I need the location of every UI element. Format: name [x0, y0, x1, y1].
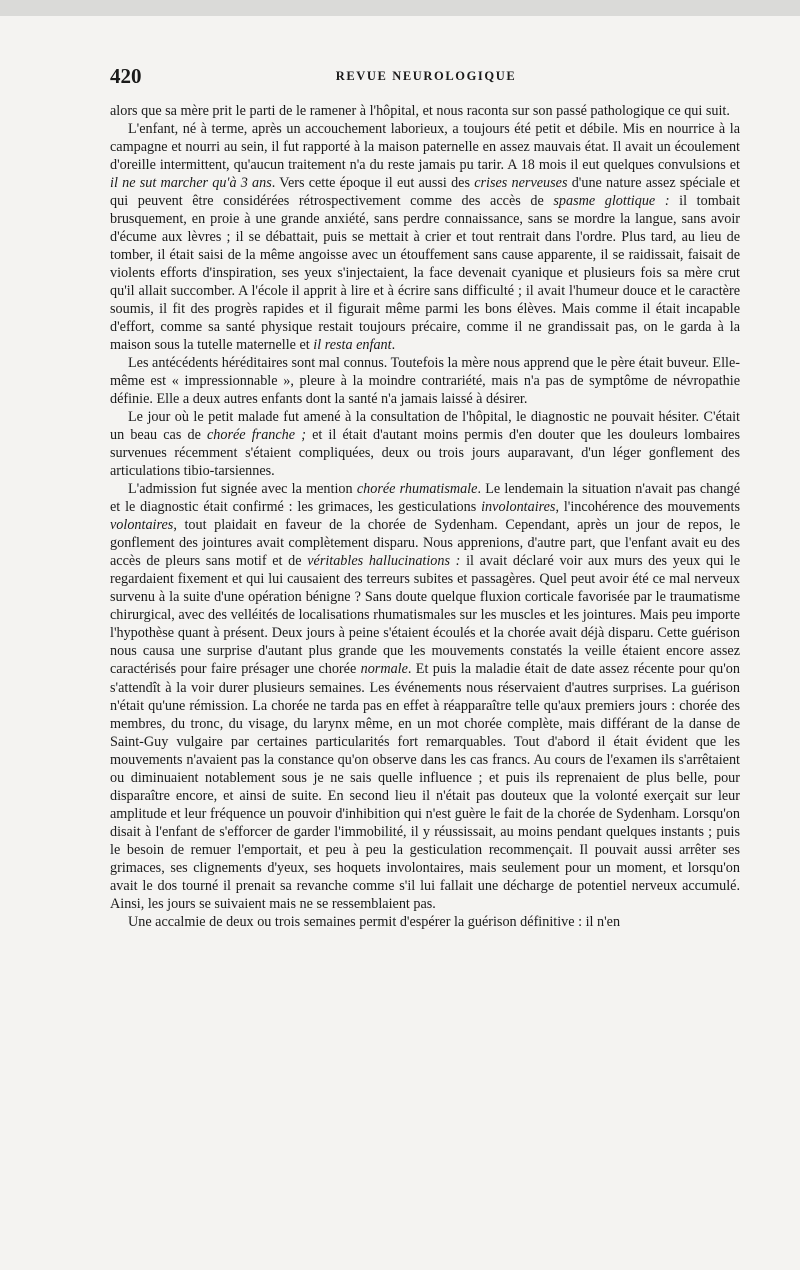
paragraph	[110, 480, 740, 912]
body-text: , l'incohérence des mouvements	[555, 499, 740, 516]
paragraph	[110, 913, 740, 931]
italic-text: volontaires	[110, 517, 174, 534]
italic-text: il ne sut marcher qu'à 3 ans	[110, 175, 272, 192]
italic-text: chorée franche ;	[207, 427, 306, 444]
paragraph	[110, 102, 740, 120]
italic-text: crises nerveuses	[474, 175, 568, 192]
body-text: Le jour où le petit malade fut amené à la consultation de l'hôpital, le diagnostic ne pouvait hésiter. C'était un beau cas de	[110, 409, 740, 444]
body-text: L'enfant, né à terme, après un accouchement laborieux, a toujours été petit et débile. Mis en nourrice à la campagne et nourri au sein, il fut rapporté à la maison paternelle en assez mauvais état. Il avait un écoulement d'oreille intermittent, qu'aucun traitement n'a du reste jamais pu tarir. A 18 mois il eut quelques convulsions et	[110, 121, 740, 174]
paragraph	[110, 354, 740, 408]
body-text: et il était d'autant moins permis d'en douter que les douleurs lombaires survenues récemment s'étaient compliquées, deux ou trois jours auparavant, d'un léger gonflement des articulations tibio-tarsiennes.	[110, 427, 740, 480]
paragraph	[110, 408, 740, 480]
body-text: . Le lendemain la situation n'avait pas changé et le diagnostic était confirmé : les grimaces, les gesticulations	[110, 481, 741, 516]
body-text: d'une nature assez spéciale et qui peuvent être considérées rétrospectivement comme des accès de	[110, 175, 740, 210]
italic-text: il resta enfant	[313, 337, 392, 354]
italic-text: involontaires	[481, 499, 556, 516]
body-text: . Et puis la maladie était de date assez récente pour qu'on s'attendît à la voir durer plusieurs semaines. Les événements nous réservaient d'autres surprises. La guérison n'était qu'une rémission. La chorée ne tarda pas en effet à réapparaître telle qu'aux premiers jours : chorée des membres, du tronc, du visage, du larynx même, en un mot chorée complète, mais différant de la danse de Saint-Guy vulgaire par certaines particularités fort remarquables. Tout d'abord il était évident que les mouvements n'avaient pas la constance qu'on observe dans les cas francs. Au cours de l'examen ils s'arrêtaient ou diminuaient notablement sous je ne sais quelle influence ; et puis ils reprenaient de plus belle, pour disparaître encore, et ainsi de suite. En second lieu il n'était pas douteux que la volonté exerçait sur leur amplitude et leur fréquence un pouvoir d'inhibition qui n'est guère le fait de la chorée de Sydenham. Lorsqu'on disait à l'enfant de s'efforcer de garder l'immobilité, il y réussissait, au moins pendant quelques instants ; puis le besoin de remuer l'emportait, et peu à peu la gesticulation recommençait. Il pouvait aussi arrêter ses grimaces, ses clignements d'yeux, ses hoquets involontaires, mais seulement pour un moment, et lorsqu'on avait le dos tourné il prenait sa revanche comme s'il lui fallait une décharge de potentiel nerveux accumulé. Ainsi, les jours se suivaient mais ne se ressemblaient pas.	[110, 661, 740, 912]
article-body	[110, 102, 740, 931]
page-header	[110, 64, 742, 86]
running-title: REVUE NEUROLOGIQUE	[335, 69, 517, 83]
body-text: , tout plaidait en faveur de la chorée de Sydenham. Cependant, après un jour de repos, le gonflement des jointures avait complètement disparu. Nous apprenions, d'autre part, que l'enfant avait eu des accès de pleurs sans motif et de	[110, 517, 740, 570]
page-number: 420	[110, 64, 142, 88]
body-text: Une accalmie de deux ou trois semaines permit d'espérer la guérison définitive : il n'en	[128, 913, 621, 930]
body-text: . Vers cette époque il eut aussi des	[271, 175, 475, 192]
italic-text: spasme glottique :	[553, 193, 670, 210]
paragraph	[110, 120, 740, 354]
body-text: il tombait brusquement, en proie à une grande anxiété, sans perdre connaissance, sans se mordre la langue, sans avoir d'écume aux lèvres ; il se débattait, puis se mettait à crier et tout rentrait dans l'ordre. Plus tard, au lieu de tomber, il était saisi de la même angoisse avec un étouffement sans cause apparente, il se raidissait, faisait de violents efforts d'inspiration, ses yeux s'injectaient, la face devenait cyanique et plusieurs fois sa mère crut qu'il allait succomber. A l'école il apprit à lire et à écrire sans difficulté ; il avait l'humeur douce et le caractère soumis, il fit des progrès rapides et il figurait même parmi les bons élèves. Mais comme il était incapable d'effort, comme sa santé physique restait toujours précaire, comme il ne grandissait pas, on le garda à la maison sous la tutelle maternelle et	[110, 193, 741, 354]
italic-text: chorée rhumatismale	[356, 481, 478, 498]
body-text: L'admission fut signée avec la mention	[128, 481, 357, 498]
body-text: .	[391, 337, 396, 354]
italic-text: véritables hallucinations :	[307, 553, 461, 570]
body-text: alors que sa mère prit le parti de le ramener à l'hôpital, et nous raconta sur son passé pathologique ce qui suit.	[110, 103, 730, 119]
scan-top-band	[0, 0, 800, 16]
italic-text: normale	[360, 661, 408, 678]
body-text: Les antécédents héréditaires sont mal connus. Toutefois la mère nous apprend que le père était buveur. Elle-même est « impressionnable », pleure à la moindre contrariété, mais n'a pas de symptôme de névropathie définie. Elle a deux autres enfants dont la santé n'a jamais laissé à désirer.	[110, 355, 740, 408]
body-text: il avait déclaré voir aux murs des yeux qui le regardaient fixement et qui lui causaient des terreurs subites et passagères. Quel peut avoir été ce mal nerveux survenu à la suite d'une opération bénigne ? Sans doute quelque fluxion corticale favorisée par le traumatisme chirurgical, avec des velléités de localisations rhumatismales sur les muscles et les jointures. Mais peu importe l'hypothèse quant à présent. Deux jours à peine s'étaient écoulés et la chorée avait déjà disparu. Cette guérison nous causa une surprise d'autant plus grande que les mouvements constatés la veille étaient encore assez caractérisés pour faire présager une chorée	[110, 553, 741, 678]
